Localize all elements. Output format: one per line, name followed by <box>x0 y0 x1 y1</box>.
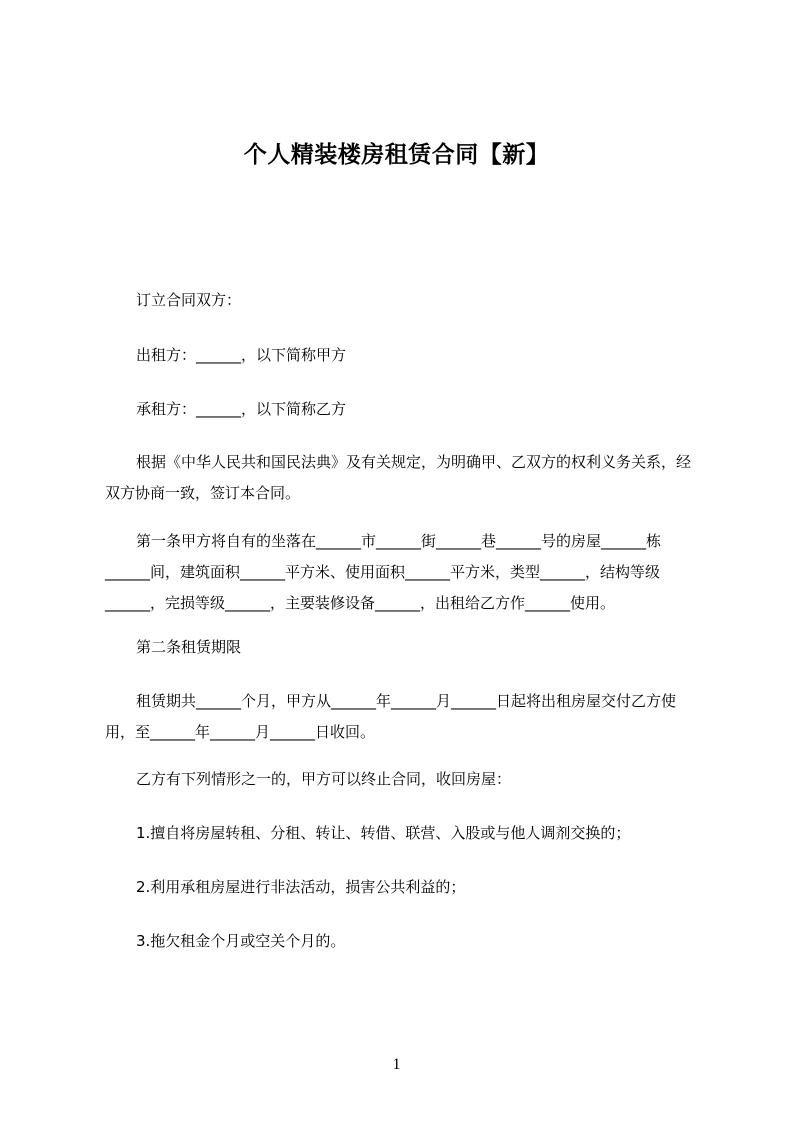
paragraph-article-two-heading: 第二条租赁期限 <box>136 638 242 656</box>
paragraph-lessee: 承租方：______，以下简称乙方 <box>136 400 347 418</box>
paragraph-parties-heading: 订立合同双方： <box>136 291 242 309</box>
page-number: 1 <box>392 1056 401 1073</box>
list-item-condition-3: 3.拖欠租金个月或空关个月的。 <box>136 932 346 950</box>
paragraph-article-one: 第一条甲方将自有的坐落在______市______街______巷______号的房屋______栋______间，建筑面积______平方米、使用面积______平方米，类型______，结构等级______，完损等级______，主要装修设备______，出租给乙方作______使用。 <box>105 532 662 612</box>
paragraph-lessor: 出租方：______，以下简称甲方 <box>136 346 347 364</box>
paragraph-termination-conditions: 乙方有下列情形之一的，甲方可以终止合同，收回房屋： <box>136 770 512 788</box>
list-item-condition-2: 2.利用承租房屋进行非法活动，损害公共利益的； <box>136 878 466 896</box>
document-title: 个人精装楼房租赁合同【新】 <box>243 142 550 168</box>
paragraph-lease-term: 租赁期共______个月，甲方从______年______月______日起将出租房屋交付乙方使用，至______年______月______日收回。 <box>105 692 677 741</box>
list-item-condition-1: 1.擅自将房屋转租、分租、转让、转借、联营、入股或与他人调剂交换的； <box>136 824 631 842</box>
paragraph-legal-basis: 根据《中华人民共和国民法典》及有关规定，为明确甲、乙双方的权利义务关系，经双方协商一致，签订本合同。 <box>105 453 692 502</box>
